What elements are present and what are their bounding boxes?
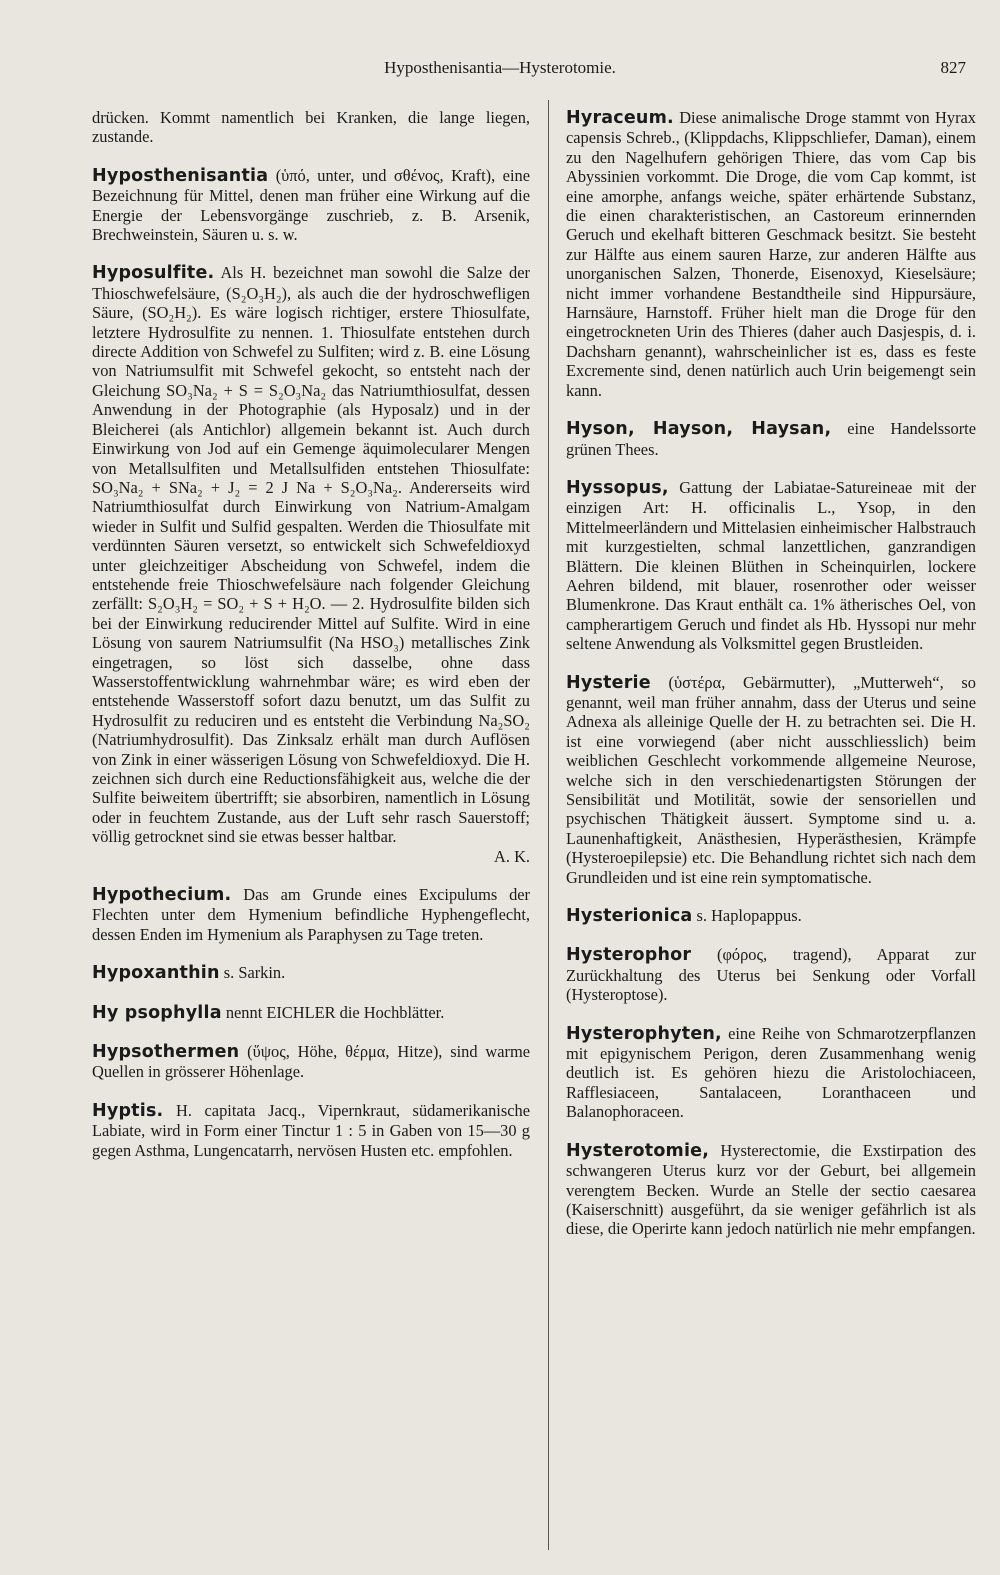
entry-headword: Hysterie	[566, 672, 651, 693]
entry-hypsophylla	[92, 1003, 530, 1023]
entry-text: s. Sarkin.	[223, 963, 286, 983]
entry-text: nennt EICHLER die Hochblätter.	[225, 1002, 445, 1022]
entry-hypothecium	[92, 885, 530, 944]
entry-hyposthenisantia	[92, 166, 530, 245]
entry-headword: Hysterophyten,	[566, 1023, 722, 1044]
page-title: Hyposthenisantia—Hysterotomie.	[384, 58, 616, 77]
entry-headword: Hyssopus,	[566, 477, 669, 498]
entry-text: Diese animalische Droge stammt von Hyrax capensis Schreb., (Klippdachs, Klippschliefer, Daman), einem zu den Nagelhufern gehörigen Thiere, das vom Cap bis Abyssinien vorkommt. Die Droge, die vom Cap kommt, ist eine amorphe, anfangs weiche, später erhärtende Substanz, die einen charakteristischen, an Castoreum erinnernden Geruch und ekelhaft bitteren Geschmack besitzt. Sie besteht zur Hälfte aus einem sauren Harze, zur anderen Hälfte aus unorganischen Salzen, Thonerde, Eisenoxyd, Kieselsäure; nicht immer vorhandene Bestandtheile sind Hippursäure, Harnsäure, Harnstoff. Früher hielt man die Droge für den eingetrockneten Urin des Thieres (daher auch Dasjespis, d. i. Dachsharn genannt), wahrscheinlicher ist es, dass es feste Excremente sind, denen natürlich auch Urin beigemengt sein kann.	[566, 108, 976, 400]
running-head	[0, 58, 1000, 82]
entry-text: Gattung der Labiatae-Satureineae mit der einzigen Art: H. officinalis L., Ysop, in den Mittelmeerländern und Mittelasien einheimischer Halbstrauch mit kurzgestielten, schmal lanzettlichen, ganzrandigen Blättern. Die kleinen Blüthen in Scheinquirlen, lockere Aehren bildend, mit blauer, rosenrother oder weisser Blumenkrone. Das Kraut enthält ca. 1% ätherisches Oel, von campherartigem Geruch und findet als Hb. Hyssopi nur mehr seltene Anwendung als Volksmittel gegen Brustleiden.	[566, 477, 976, 654]
entry-hyraceum	[566, 108, 976, 400]
left-column	[92, 108, 530, 1160]
entry-headword: Hyraceum.	[566, 108, 674, 128]
entry-headword: Hyptis.	[92, 1100, 164, 1121]
entry-text: drücken. Kommt namentlich bei Kranken, die lange liegen, zustande.	[92, 108, 530, 147]
entry-text: (φόρος, tragend), Apparat zur Zurückhaltung des Uterus bei Senkung oder Vorfall (Hysteroptose).	[566, 945, 976, 1005]
entry-hypsothermen	[92, 1042, 530, 1082]
entry-text: eine Reihe von Schmarotzerpflanzen mit epigynischem Perigon, deren Zusammenhang wenig deutlich ist. Es gehören hiezu die Aristolochiaceen, Rafflesiaceen, Santalaceen, Loranthaceen und Balanophoraceen.	[566, 1023, 976, 1122]
right-column	[566, 108, 976, 1239]
entry-hysterophor	[566, 945, 976, 1004]
entry-hysterotomie	[566, 1141, 976, 1239]
entry-hyptis	[92, 1101, 530, 1160]
entry-text: Das am Grunde eines Excipulums der Flechten unter dem Hymenium befindliche Hyphengeflecht, dessen Enden im Hymenium als Paraphysen zu Tage treten.	[92, 885, 530, 944]
entry-headword: Hy psophylla	[92, 1002, 222, 1023]
entry-hyson	[566, 419, 976, 459]
entry-text: H. capitata Jacq., Vipernkraut, südamerikanische Labiate, wird in Form einer Tinctur 1 : 5 in Gaben von 15—30 g gegen Asthma, Lungencatarrh, nervösen Husten etc. empfohlen.	[92, 1100, 530, 1160]
entry-text: (ὑστέρα, Gebärmutter), „Mutterweh“, so genannt, weil man früher annahm, dass der Uterus und seine Adnexa als alleinige Quelle der H. zu betrachten sei. Die H. ist eine vorwiegend (aber nicht ausschliesslich) beim weiblichen Geschlecht vorkommende allgemeine Neurose, welche sich in den verschiedenartigsten Störungen der Sensibilität und Motilität, sowie der sensoriellen und psychischen Thätigkeit äussert. Symptome sind u. a. Launenhaftigkeit, Anästhesien, Hyperästhesien, Krämpfe (Hysteroepilepsie) etc. Die Behandlung richtet sich nach dem Grundleiden und ist eine rein symptomatische.	[566, 672, 976, 887]
entry-headword: Hypoxanthin	[92, 963, 220, 984]
entry-hysterionica	[566, 906, 976, 926]
entry-hyposulfite	[92, 263, 530, 866]
entry-headword: Hyson, Hayson, Haysan,	[566, 419, 832, 440]
page-number: 827	[940, 58, 966, 77]
entry-hysterie	[566, 673, 976, 887]
entry-headword: Hyposulfite.	[92, 263, 215, 284]
entry-headword: Hypsothermen	[92, 1042, 240, 1063]
entry-hysterophyten	[566, 1024, 976, 1122]
entry-headword: Hysterionica	[566, 906, 693, 927]
entry-text: (ὕψος, Höhe, θέρμα, Hitze), sind warme Quellen in grösserer Höhenlage.	[92, 1042, 530, 1082]
entry-text: eine Handelssorte grünen Thees.	[566, 419, 976, 459]
entry-headword: Hysterophor	[566, 945, 692, 966]
entry-headword: Hypothecium.	[92, 885, 232, 906]
entry-text: (ὑπό, unter, und σθένος, Kraft), eine Bezeichnung für Mittel, denen man früher eine Wirkung auf die Energie der Lebensvorgänge zuschrieb, z. B. Arsenik, Brechweinstein, Säuren u. s. w.	[92, 165, 530, 245]
entry-headword: Hyposthenisantia	[92, 165, 269, 186]
entry-text: Als H. bezeichnet man sowohl die Salze der Thioschwefelsäure, (S₂O₃H₂), als auch die der hydroschwefligen Säure, (SO₂H₂). Es wäre logisch richtiger, erstere Thiosulfate, letztere Hydrosulfite zu nennen. 1. Thiosulfate entstehen durch directe Addition von Schwefel zu Sulfiten; wird z. B. eine Lösung von Natriumsulfit mit Schwefel gekocht, so entsteht nach der Gleichung SO₃Na₂ + S = S₂O₃Na₂ das Natriumthiosulfat, dessen Anwendung in der Photographie (als Hyposalz) und in der Bleicherei (als Antichlor) allgemein bekannt ist. Auch durch Einwirkung von Jod auf ein Gemenge äquimolecularer Mengen von Metallsulfiten und Metallsulfiden entstehen Thiosulfate: SO₃Na₂ + SNa₂ + J₂ = 2 J Na + S₂O₃Na₂. Andererseits wird Natriumthiosulfat durch Einwirkung von Natrium-Amalgam wieder in Sulfit und Sulfid gespalten. Werden die Thiosulfate mit verdünnten Säuren versetzt, so entwickelt sich Schwefeldioxyd unter gleichzeitiger Abscheidung von Schwefel, indem die entstehende freie Thioschwefelsäure nach folgender Gleichung zerfällt: S₂O₃H₂ = SO₂ + S + H₂O. — 2. Hydrosulfite bilden sich bei der Einwirkung reducirender Mittel auf Sulfite. Wird in eine Lösung von saurem Natriumsulfit (Na HSO₃) metallisches Zink eingetragen, so löst sich dasselbe, ohne dass Wasserstoffentwicklung wahrnehmbar wäre; es wird eben der entstehende Wasserstoff sofort dazu benutzt, um das Sulfit zu Hydrosulfit zu reduciren und es entsteht die Verbindung Na₂SO₂ (Natriumhydrosulfit). Das Zinksalz erhält man durch Auflösen von Zink in einer wässerigen Lösung von Schwefeldioxyd. Die H. zeichnen sich durch eine Reductionsfähigkeit aus, welche die der Sulfite beiweitem übertrifft; sie absorbiren, namentlich in Lösung oder in feuchtem Zustande, aus der Luft sehr rasch Sauerstoff; völlig getrocknet sind sie etwas besser haltbar.	[92, 263, 530, 847]
entry-hyssopus	[566, 478, 976, 654]
entry-text: Hysterectomie, die Exstirpation des schwangeren Uterus kurz vor der Geburt, bei allgemein verengtem Becken. Wurde an Stelle der sectio caesarea (Kaiserschnitt) ausgeführt, da sie weniger gefährlich ist als diese, die Operirte kann jedoch natürlich nie mehr empfangen.	[566, 1140, 976, 1239]
entry-continuation	[92, 108, 530, 147]
column-divider	[548, 100, 549, 1550]
entry-headword: Hysterotomie,	[566, 1140, 710, 1161]
entry-text: s. Haplopappus.	[696, 906, 802, 926]
author-signature: A. K.	[494, 846, 530, 866]
entry-hypoxanthin	[92, 963, 530, 983]
